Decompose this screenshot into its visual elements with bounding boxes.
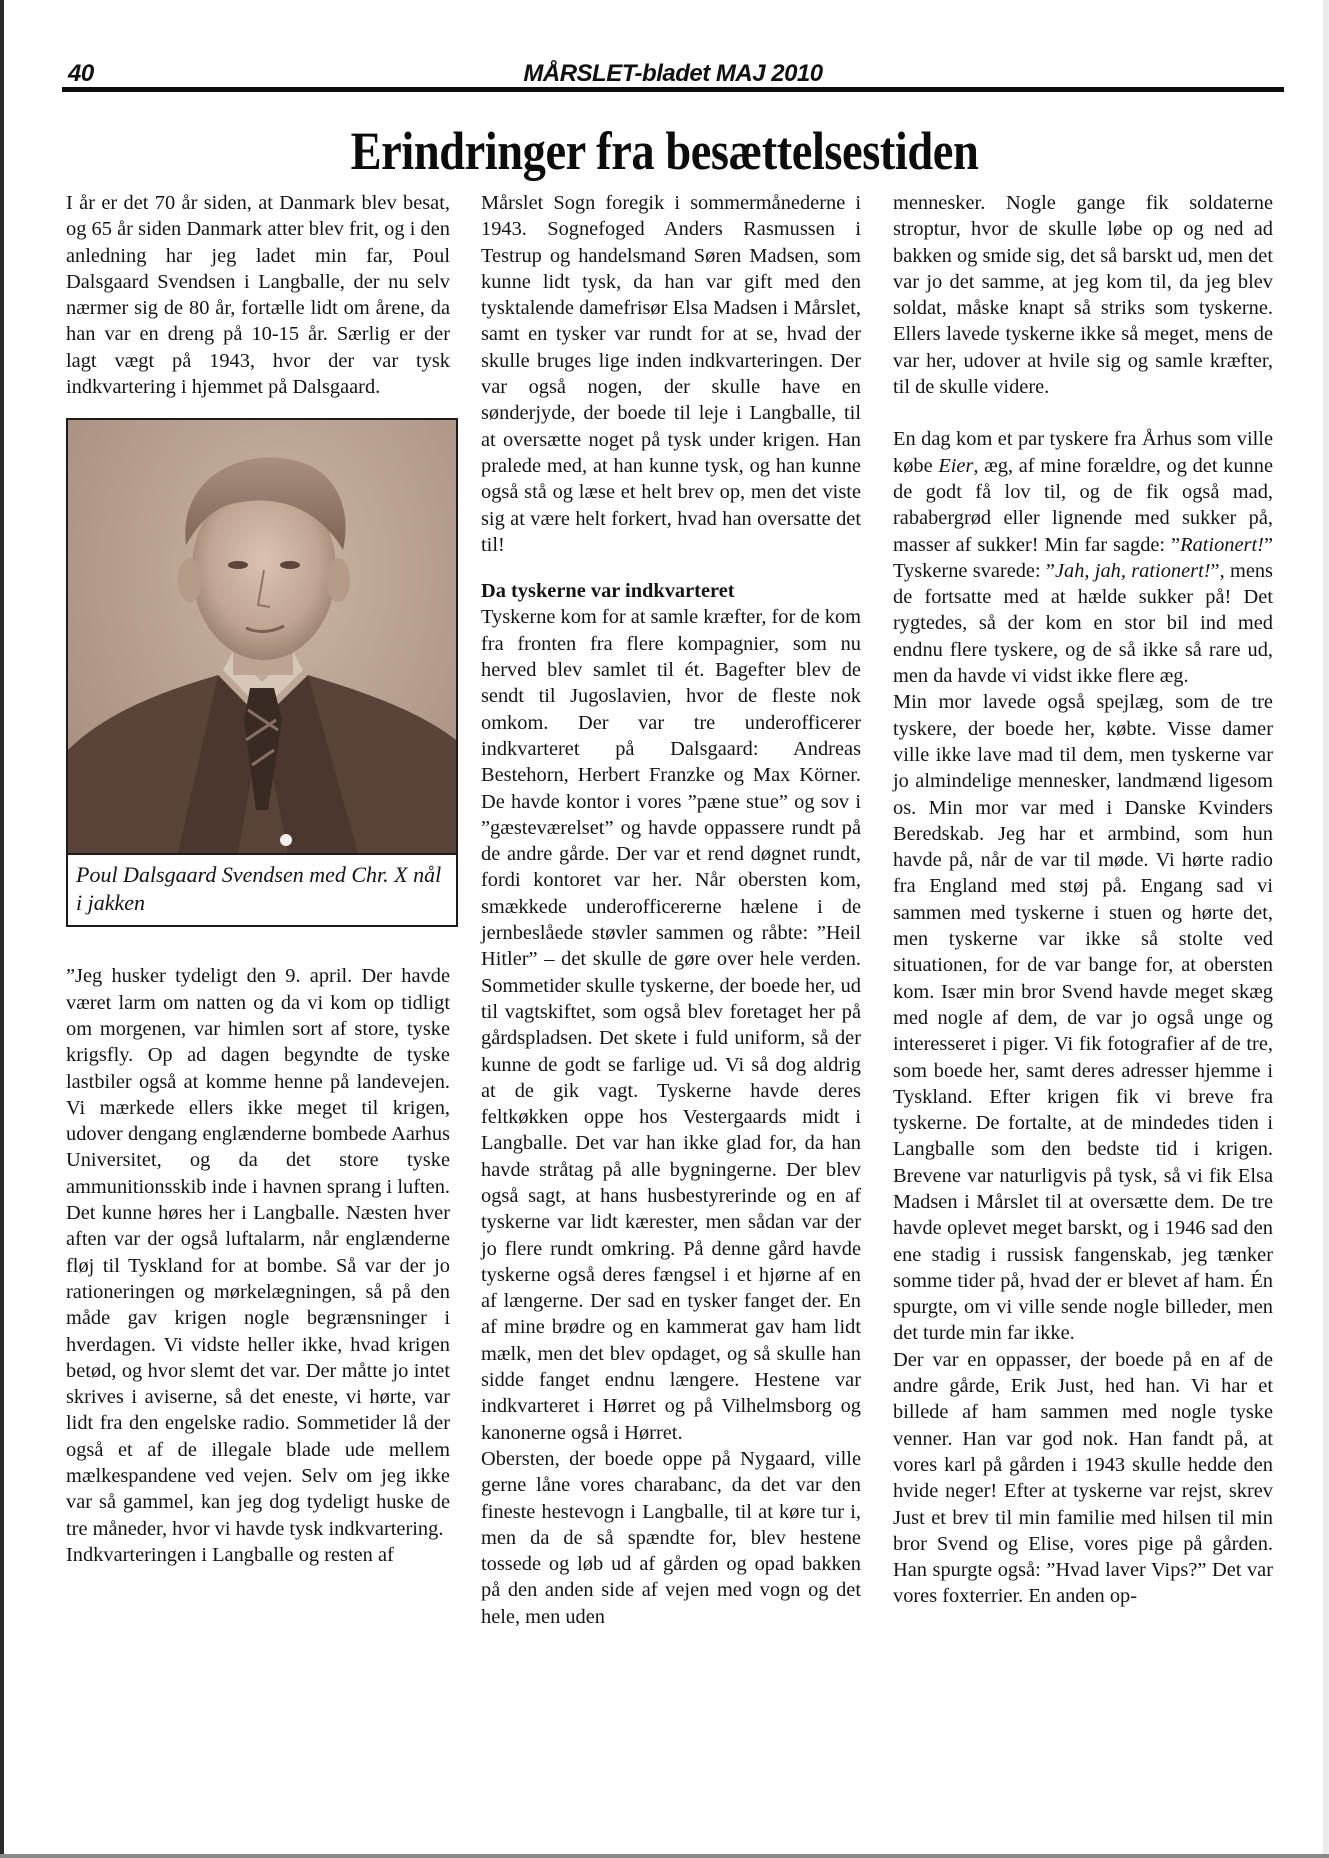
page-number: 40 xyxy=(68,60,94,87)
italic-quote: Rationert! xyxy=(1180,533,1264,556)
scan-bottom-edge xyxy=(0,1854,1329,1858)
photo-figure xyxy=(66,418,458,927)
italic-quote: Jah, jah, rationert! xyxy=(1054,559,1211,582)
body-paragraph: Min mor lavede også spejlæg, som de tre tyskere, der boede her, købte. Visse damer ville ikke lave mad til dem, men tyskerne var jo almindelige mennesker, landmænd ligesom os. Min mor var med i Danske Kvinders Beredskab. Jeg har et armbind, som hun havde på, når de var til møde. Vi hørte radio fra England med støj på. Engang sad vi sammen med tyskerne i stuen og hørte det, men tyskerne var ikke så stolte ved situationen, for de var bange for, at obersten kom. Især min bror Svend havde meget skæg med nogle af dem, de var jo også unge og interesseret i piger. Vi fik fotografier af de tre, som boede her, samt deres adresser hjemme i Tyskland. Efter krigen fik vi breve fra tyskerne. De fortalte, at de mindedes tiden i Langballe som den bedste tid i krigen. Brevene var naturligvis på tysk, så vi fik Elsa Madsen i Mårslet til at oversætte dem. De tre havde oplevet meget barskt, og i 1946 sad den ene stadig i russisk fangenskab, jeg tænker somme tider på, hvad der er blevet af ham. Én spurgte, om vi ville sende nogle billeder, men det turde min far ikke. xyxy=(893,691,1273,1345)
column-3 xyxy=(893,190,1273,1610)
body-paragraph: Mårslet Sogn foregik i sommermånederne i 1943. Sognefoged Anders Rasmussen i Testrup og handelsmand Søren Madsen, som kunne lidt tysk, da han var gift med den tysktalende damefrisør Elsa Madsen i Mårslet, samt en tysker var rundt for at se, hvad der skulle bruges lige inden indkvarteringen. Der var også nogen, der skulle have en sønderjyde, der boede til leje i Langballe, til at oversætte noget på tysk under krigen. Han pralede med, at han kunne tysk, og han kunne også stå og læse et helt brev op, men det viste sig at være helt forkert, hvad han oversatte det til! xyxy=(481,192,861,556)
running-header xyxy=(62,58,1284,90)
spacer xyxy=(66,927,450,963)
text-run: ”, mens de fortsatte med at hælde sukker på! Det rygtedes, så der kom en stor bil ind med endnu flere tyskere, og de så ikke så rare ud, men da havde vi vidst ikke flere æg. xyxy=(893,559,1273,688)
intro-paragraph: I år er det 70 år siden, at Danmark blev besat, og 65 år siden Danmark atter blev frit, og i den anledning har jeg ladet min far, Poul Dalsgaard Svendsen i Langballe, der nu selv nærmer sig de 80 år, fortælle lidt om årene, da han var en dreng på 10-15 år. Særlig er der lagt vægt på 1943, hvor der var tysk indkvartering i hjemmet på Dalsgaard. xyxy=(66,192,450,399)
body-paragraph: mennesker. Nogle gange fik soldaterne stroptur, hvor de skulle løbe op og ned ad bakken og smide sig, det så barskt ud, men det var jo det samme, at jeg kom til, da jeg blev soldat, måske knapt så striks som tyskerne. Ellers lavede tyskerne ikke så meget, mens de var her, udover at hvile sig og samle kræfter, til de skulle videre. xyxy=(893,192,1273,399)
publication-title: MÅRSLET-bladet MAJ 2010 xyxy=(523,60,823,87)
portrait-photo xyxy=(68,420,456,853)
body-paragraph: Der var en oppasser, der boede på en af de andre gårde, Erik Just, hed han. Vi har et billede af ham sammen med nogle tyske venner. Han var god nok. Han fandt på, at vores karl på gården i 1943 skulle hedde den hvide neger! Efter at tyskerne var rejst, skrev Just et brev til min familie med hilsen til min bror Svend og Elise, vores pige på gården. Han spurgte også: ”Hvad laver Vips?” Det var vores foxterrier. En anden op- xyxy=(893,1348,1273,1608)
photo-caption: Poul Dalsgaard Svendsen med Chr. X nål i jakken xyxy=(68,853,456,925)
spacer xyxy=(893,400,1273,426)
body-paragraph: Tyskerne kom for at samle kræfter, for de kom fra fronten fra flere kompagnier, som nu herved blev samlet til ét. Bagefter blev de sendt til Jugoslavien, hvor de fleste nok omkom. Der var tre underofficerer indkvarteret på Dalsgaard: Andreas Bestehorn, Herbert Franzke og Max Körner. De havde kontor i vores ”pæne stue” og sov i ”gæsteværelset” og havde oppassere rundt på de andre gårde. Der var et rend døgnet rundt, fordi kontoret var her. Når obersten kom, smækkede underofficererne hælene i de jernbeslåede støvler sammen og råbte: ”Heil Hitler” – det skulle de gøre over hele verden. Sommetider skulle tyskerne, der boede her, ud til vagtskiftet, som også blev foretaget her på gårdspladsen. Det skete i fuld uniform, så der kunne de godt se farlige ud. Vi så dog aldrig at de gik vagt. Tyskerne havde deres feltkøkken oppe hos Vestergaards midt i Langballe. Det var han ikke glad for, da han havde stråtag på alle bygningerne. Der blev også sagt, at hans husbestyrerinde og en af tyskerne var lidt kærester, men sådan var der jo flere rundt omkring. På denne gård havde tyskerne også deres fængsel i et hjørne af en af længerne. Der sad en tysker fanget der. En af mine brødre og en kammerat gav ham lidt mælk, men det blev opdaget, og så skulle han sidde fanget endnu længere. Hestene var indkvarteret i Hørret og på Vilhelmsborg og kanonerne også i Hørret. xyxy=(481,606,861,1444)
scan-left-edge xyxy=(0,0,4,1858)
scan-right-edge xyxy=(1323,0,1329,1858)
body-paragraph xyxy=(893,426,1273,689)
column-2 xyxy=(481,190,861,1630)
text-run: , æg, af mine forældre, og det kunne de godt få lov til, og de fik også mad, rababergrød eller lignende med sukker på, masser af sukker! Min far sagde: ” xyxy=(893,454,1273,556)
italic-word: Eier xyxy=(938,454,974,477)
body-paragraph: Obersten, der boede oppe på Nygaard, ville gerne låne vores charabanc, da det var den fineste hestevogn i Langballe, til at køre tur i, men da de så spændte for, blev hestene tossede og løb ud af gården og opad bakken på den anden side af vejen med vogn og det hele, men uden xyxy=(481,1447,861,1628)
header-rule xyxy=(62,87,1284,92)
text-run: En dag kom et par tyskere fra Århus som ville købe xyxy=(893,428,1273,477)
spacer xyxy=(481,558,861,578)
portrait-illustration xyxy=(68,420,456,853)
article-title: Erindringer fra besættelsestiden xyxy=(350,121,979,181)
section-subheading: Da tyskerne var indkvarteret xyxy=(481,580,735,603)
body-paragraph: Indkvarteringen i Langballe og resten af xyxy=(66,1543,394,1566)
body-paragraph: ”Jeg husker tydeligt den 9. april. Der havde været larm om natten og da vi kom op tidligt om morgenen, var himlen sort af store, tyske krigsfly. Op ad dagen begyndte de tyske lastbiler også at komme henne på landevejen. Vi mærkede ellers ikke meget til krigen, udover dengang englænderne bombede Aarhus Universitet, og da det store tyske ammunitionsskib inde i havnen sprang i luften. Det kunne høres her i Langballe. Næsten hver aften var der også luftalarm, når englænderne fløj til Tyskland for at bombe. Så var der jo rationeringen og mørkelægningen, så på den måde gav krigen nogle begrænsninger i hverdagen. Vi vidste heller ikke, hvad krigen betød, og hvor slemt det var. Der måtte jo intet skrives i aviserne, så det eneste, vi hørte, var lidt fra den engelske radio. Sommetider lå der også et af de illegale blade ude mellem mælkespandene ved vejen. Selv om jeg ikke var så gammel, kan jeg dog tydeligt huske de tre måneder, hvor vi havde tysk indkvartering. xyxy=(66,965,450,1540)
column-1 xyxy=(66,190,450,1568)
text-run: ” Tyskerne svarede: ” xyxy=(893,533,1273,582)
